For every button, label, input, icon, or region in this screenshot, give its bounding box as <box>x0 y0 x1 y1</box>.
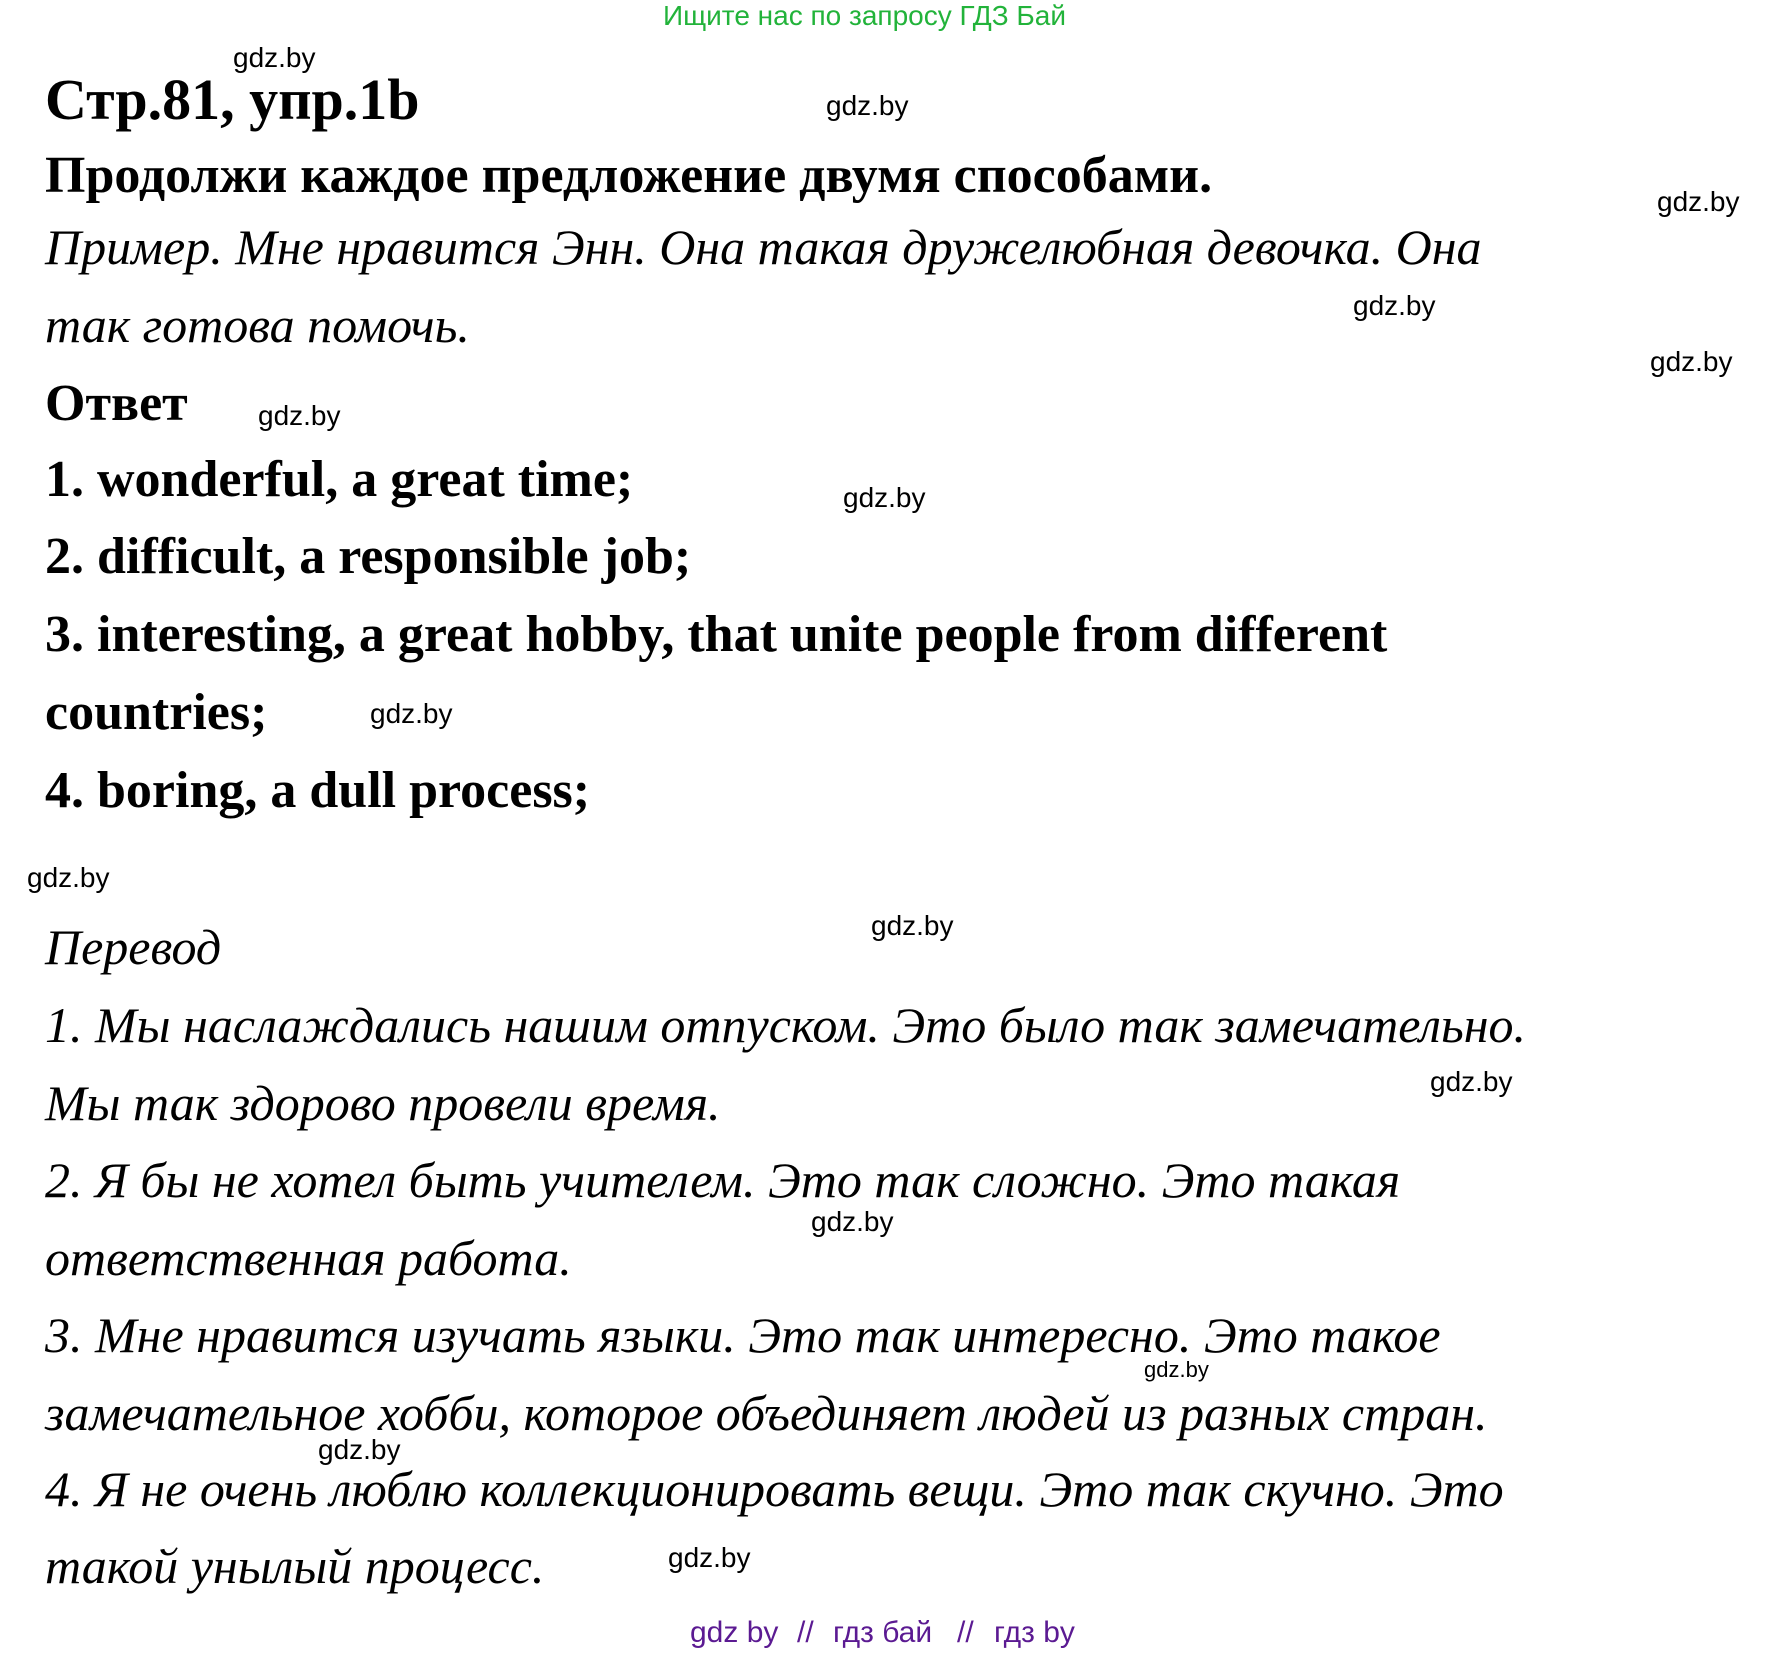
watermark: gdz.by <box>233 42 316 73</box>
watermark: gdz.by <box>318 1434 401 1465</box>
answer-line: 4. boring, a dull process; <box>45 762 591 819</box>
translation-line: 1. Мы наслаждались нашим отпуском. Это было так замечательно. <box>45 997 1527 1053</box>
task-text: Продолжи каждое предложение двумя способами. <box>45 147 1213 204</box>
footer-separator: // <box>957 1616 974 1649</box>
footer-link-gdz-bai[interactable]: гдз бай <box>833 1616 933 1649</box>
watermark: gdz.by <box>1144 1357 1209 1382</box>
watermark: gdz.by <box>843 482 926 513</box>
watermark: gdz.by <box>1650 346 1733 377</box>
watermark: gdz.by <box>668 1542 751 1573</box>
watermark: gdz.by <box>370 698 453 729</box>
example-line-2: так готова помочь. <box>45 297 470 353</box>
footer-separator: // <box>797 1616 814 1649</box>
answer-line: 3. interesting, a great hobby, that unite people from different <box>45 606 1388 663</box>
watermark: gdz.by <box>1657 186 1740 217</box>
translation-line: 4. Я не очень люблю коллекционировать вещи. Это так скучно. Это <box>45 1461 1504 1517</box>
translation-line: такой унылый процесс. <box>45 1538 545 1594</box>
example-line-1: Пример. Мне нравится Энн. Она такая дружелюбная девочка. Она <box>45 219 1482 275</box>
watermark: gdz.by <box>1430 1066 1513 1097</box>
watermark: gdz.by <box>871 910 954 941</box>
watermark: gdz.by <box>826 90 909 121</box>
watermark: gdz.by <box>258 400 341 431</box>
page-title: Стр.81, упр.1b <box>45 67 420 132</box>
translation-line: 3. Мне нравится изучать языки. Это так интересно. Это такое <box>45 1307 1441 1363</box>
translation-line: Мы так здорово провели время. <box>45 1075 721 1131</box>
translation-line: замечательное хобби, которое объединяет людей из разных стран. <box>45 1385 1488 1441</box>
answer-line: 1. wonderful, a great time; <box>45 451 634 508</box>
answer-line: 2. difficult, a responsible job; <box>45 528 692 585</box>
watermark: gdz.by <box>27 862 110 893</box>
footer-link-gdz-by-cyr[interactable]: гдз by <box>994 1616 1075 1649</box>
answer-line: countries; <box>45 684 268 741</box>
footer-link-gdz-by[interactable]: gdz by <box>690 1616 779 1649</box>
translation-heading: Перевод <box>45 919 222 975</box>
watermark: gdz.by <box>1353 290 1436 321</box>
translation-line: 2. Я бы не хотел быть учителем. Это так сложно. Это такая <box>45 1152 1401 1208</box>
watermark: gdz.by <box>811 1206 894 1237</box>
translation-line: ответственная работа. <box>45 1230 572 1286</box>
top-banner-link[interactable]: Ищите нас по запросу ГДЗ Бай <box>663 0 1067 31</box>
answer-heading: Ответ <box>45 375 188 432</box>
